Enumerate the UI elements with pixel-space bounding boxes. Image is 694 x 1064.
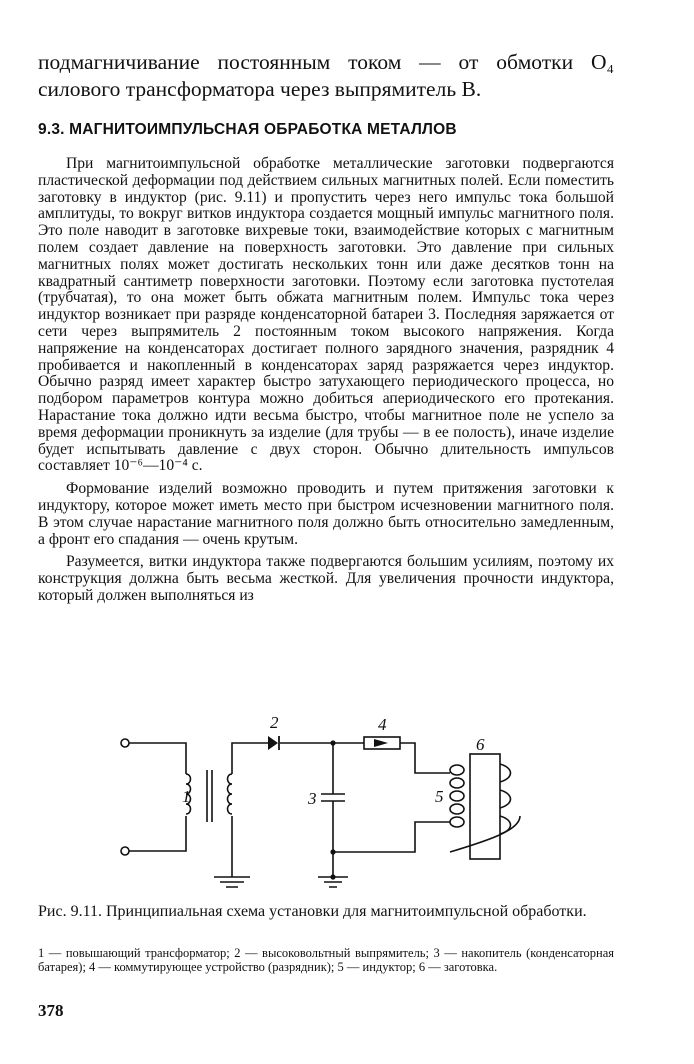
label-2: 2: [270, 713, 279, 732]
coil-turn-3: [450, 791, 464, 801]
label-3: 3: [308, 789, 317, 808]
circuit-svg: [110, 712, 530, 890]
input-terminal-bottom: [121, 847, 129, 855]
primary-wire-top: [129, 743, 186, 774]
body-text: [38, 156, 614, 611]
circuit-diagram: [110, 712, 530, 890]
figure-caption: Рис. 9.11. Принципиальная схема установки для магнитоимпульсной обработки.: [38, 903, 587, 920]
secondary-winding: [228, 774, 233, 814]
diode-symbol: [268, 736, 278, 750]
coil-turn-1: [450, 765, 464, 775]
coil-turn-5: [450, 817, 464, 827]
label-6: 6: [476, 735, 485, 754]
intro-text: подмагничивание постоянным током — от обмотки O₄ силового трансформатора через выпрямитель B.: [38, 50, 614, 101]
input-terminal-top: [121, 739, 129, 747]
secondary-wire-top: [232, 743, 268, 774]
switch-to-inductor: [400, 743, 450, 773]
paragraph-2: Формование изделий возможно проводить и путем притяжения заготовки к индуктору, которое может иметь место при быстром исчезновении магнитного поля. В этом случае нарастание магнитного поля должно быть относительно замедленным, а фронт его спадания — очень крутым.: [38, 480, 614, 548]
coil-turn-2: [450, 778, 464, 788]
coil-turn-4: [450, 804, 464, 814]
page-number: 378: [38, 1001, 64, 1020]
switch-arrow: [374, 739, 388, 747]
paragraph-1: При магнитоимпульсной обработке металлические заготовки подвергаются пластической деформации под действием сильных магнитных полей. Если поместить заготовку в индуктор (рис. 9.11) и пропустить через него импульс тока большой амплитуды, то вокруг витков индуктора создается мощный импульс магнитного поля. Это поле наводит в заготовке вихревые токи, взаимодействие которых с магнитным полем создает давление на поверхность заготовки. Это давление при сильных магнитных полях может достигать нескольких тонн или даже десятков тонн на квадратный сантиметр поверхности заготовки. Поэтому если заготовка пустотелая (трубчатая), то она может быть обжата магнитным полем. Импульс тока через индуктор возникает при разряде конденсаторной батареи 3. Последняя заряжается от сети через выпрямитель 2 постоянным током высокого напряжения. Когда напряжение на конденсаторах достигает полного зарядного значения, разрядник 4 пробивается и накопленный в конденсаторах заряд разряжается через индуктор. Обычно разряд имеет характер быстро затухающего периодического процесса, но подбором параметров контура можно добиться апериодического его протекания. Нарастание тока должно идти весьма быстро, чтобы магнитное поле не успело за время деформации проникнуть за изделие (для трубы — в ее полость), иначе изделие будет испытывать давление с двух сторон. Обычно длительность импульсов составляет 10⁻⁶—10⁻⁴ с.: [38, 155, 614, 475]
bottom-rail: [333, 822, 450, 852]
intro-paragraph: [38, 49, 614, 103]
workpiece: [470, 754, 500, 859]
figure-legend: 1 — повышающий трансформатор; 2 — высоковольтный выпрямитель; 3 — накопитель (конденсаторная батарея); 4 — коммутирующее устройство (разрядник); 5 — индуктор; 6 — заготовка.: [38, 946, 614, 974]
section-heading: 9.3. МАГНИТОИМПУЛЬСНАЯ ОБРАБОТКА МЕТАЛЛОВ: [38, 121, 457, 138]
ground-symbol: [214, 877, 250, 887]
label-4: 4: [378, 715, 387, 734]
coil-back-turns: [500, 764, 511, 834]
label-1: 1: [182, 787, 191, 806]
paragraph-3: Разумеется, витки индуктора также подвергаются большим усилиям, поэтому их конструкция должна быть весьма жесткой. Для увеличения прочности индуктора, который должен выполняться из: [38, 553, 614, 604]
primary-wire-bottom: [129, 816, 186, 851]
label-5: 5: [435, 787, 444, 806]
